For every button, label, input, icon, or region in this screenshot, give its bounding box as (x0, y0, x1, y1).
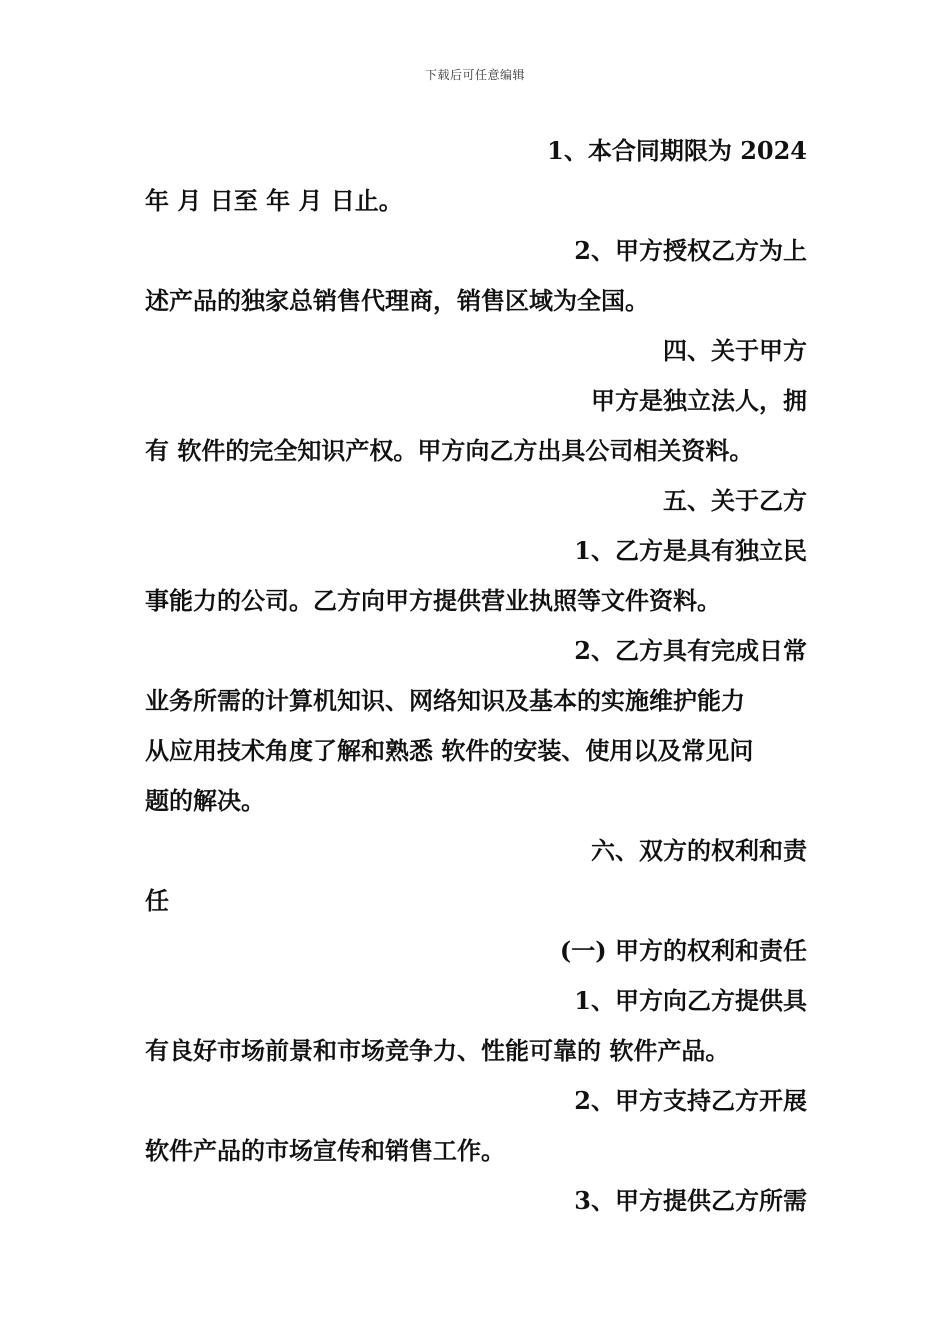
text-line: 事能力的公司。乙方向甲方提供营业执照等文件资料。 (145, 586, 721, 615)
section-heading: 六、双方的权利和责 (591, 836, 807, 865)
section-heading: 四、关于甲方 (662, 336, 831, 365)
text-line: 2、乙方具有完成日常 (574, 636, 807, 665)
text-line: 从应用技术角度了解和熟悉 软件的安装、使用以及常见问 (145, 736, 754, 765)
text-line: 有 软件的完全知识产权。甲方向乙方出具公司相关资料。 (145, 436, 754, 465)
text-line: 年 月 日至 年 月 日止。 (145, 186, 403, 215)
text-line: 述产品的独家总销售代理商，销售区域为全国。 (145, 286, 649, 315)
text-line: 任 (145, 886, 169, 915)
text-line: 甲方是独立法人，拥 (591, 386, 807, 415)
text-line: 软件产品的市场宣传和销售工作。 (145, 1136, 505, 1165)
text-line: 有良好市场前景和市场竞争力、性能可靠的 软件产品。 (145, 1036, 730, 1065)
text-line: 1、乙方是具有独立民 (574, 536, 807, 565)
text-line: 2、甲方支持乙方开展 (574, 1086, 807, 1115)
text-line: 2、甲方授权乙方为上 (574, 236, 807, 265)
subsection-heading: (一) 甲方的权利和责任 (559, 936, 807, 965)
text-line: 题的解决。 (145, 786, 265, 815)
header-note: 下载后可任意编辑 (424, 68, 525, 82)
text-line: 1、本合同期限为 2024 (547, 136, 807, 165)
section-heading: 五、关于乙方 (662, 486, 831, 515)
text-line: 业务所需的计算机知识、网络知识及基本的实施维护能力 (145, 686, 745, 715)
text-line: 3、甲方提供乙方所需 (574, 1186, 807, 1215)
text-line: 1、甲方向乙方提供具 (574, 986, 807, 1015)
document-body (145, 126, 831, 1226)
